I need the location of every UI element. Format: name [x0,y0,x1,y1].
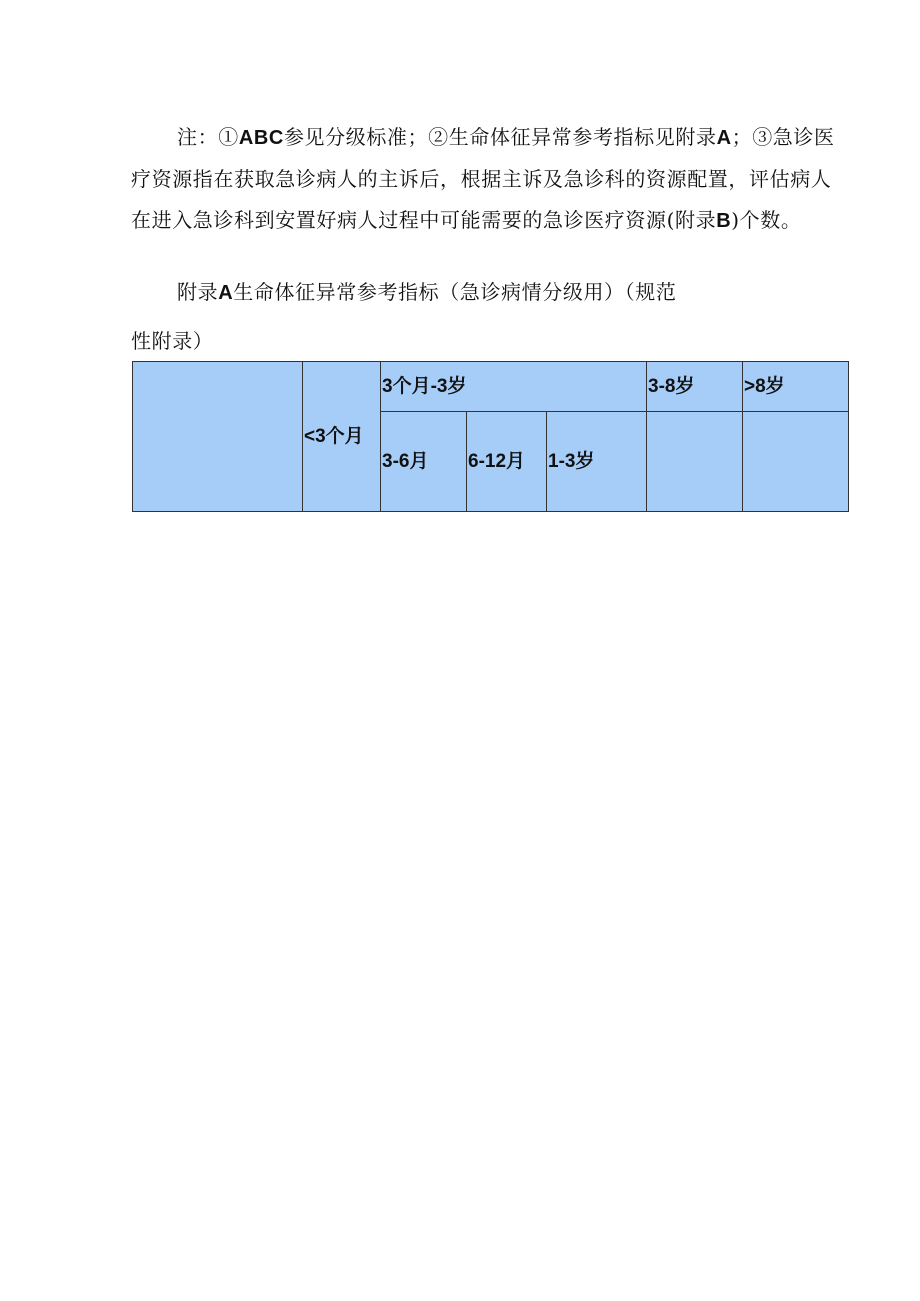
vital-signs-table [132,361,849,512]
age-1-3y-label: 1-3岁 [548,451,595,472]
note-prefix: 注：① [177,125,239,149]
age-3-6m-label: 3-6月 [382,451,429,472]
note-appendix-a: A [716,127,732,149]
age-1-3y-cell [547,412,647,512]
note-paragraph [131,117,851,242]
age-lt3m-label: <3个月 [304,426,364,447]
note-text-3: )个数。 [731,208,802,232]
appendix-title [131,268,691,365]
empty-cell-gt8y [743,412,849,512]
appendix-title-rest: 生命体征异常参考指标（急诊病情分级用）（规范性附录） [131,280,677,353]
age-gt8y-label: >8岁 [744,376,785,397]
age-6-12m-label: 6-12月 [468,451,526,472]
age-3-8y-label: 3-8岁 [648,376,695,397]
appendix-letter: A [218,282,234,304]
note-abc: ABC [238,127,284,149]
table-corner-cell [133,362,303,512]
appendix-prefix: 附录 [177,280,219,304]
age-3-8y-cell [647,362,743,412]
note-text-2: ；③急诊医疗资源指在获取急诊病人的主诉后，根据主诉及急诊科的资源配置，评估病人在进入急诊科到安置好病人过程中可能需要的急诊医疗资源(附录 [131,125,835,232]
table-header-row [133,362,849,412]
age-6-12m-cell [467,412,547,512]
age-gt8y-cell [743,362,849,412]
age-3m-3y-cell [381,362,647,412]
age-3-6m-cell [381,412,467,512]
age-lt3m-cell [303,362,381,512]
empty-cell-3-8y [647,412,743,512]
note-text-1: 参见分级标准；②生命体征异常参考指标见附录 [283,125,717,149]
note-appendix-b: B [716,210,732,232]
age-3m-3y-label: 3个月-3岁 [382,376,467,397]
